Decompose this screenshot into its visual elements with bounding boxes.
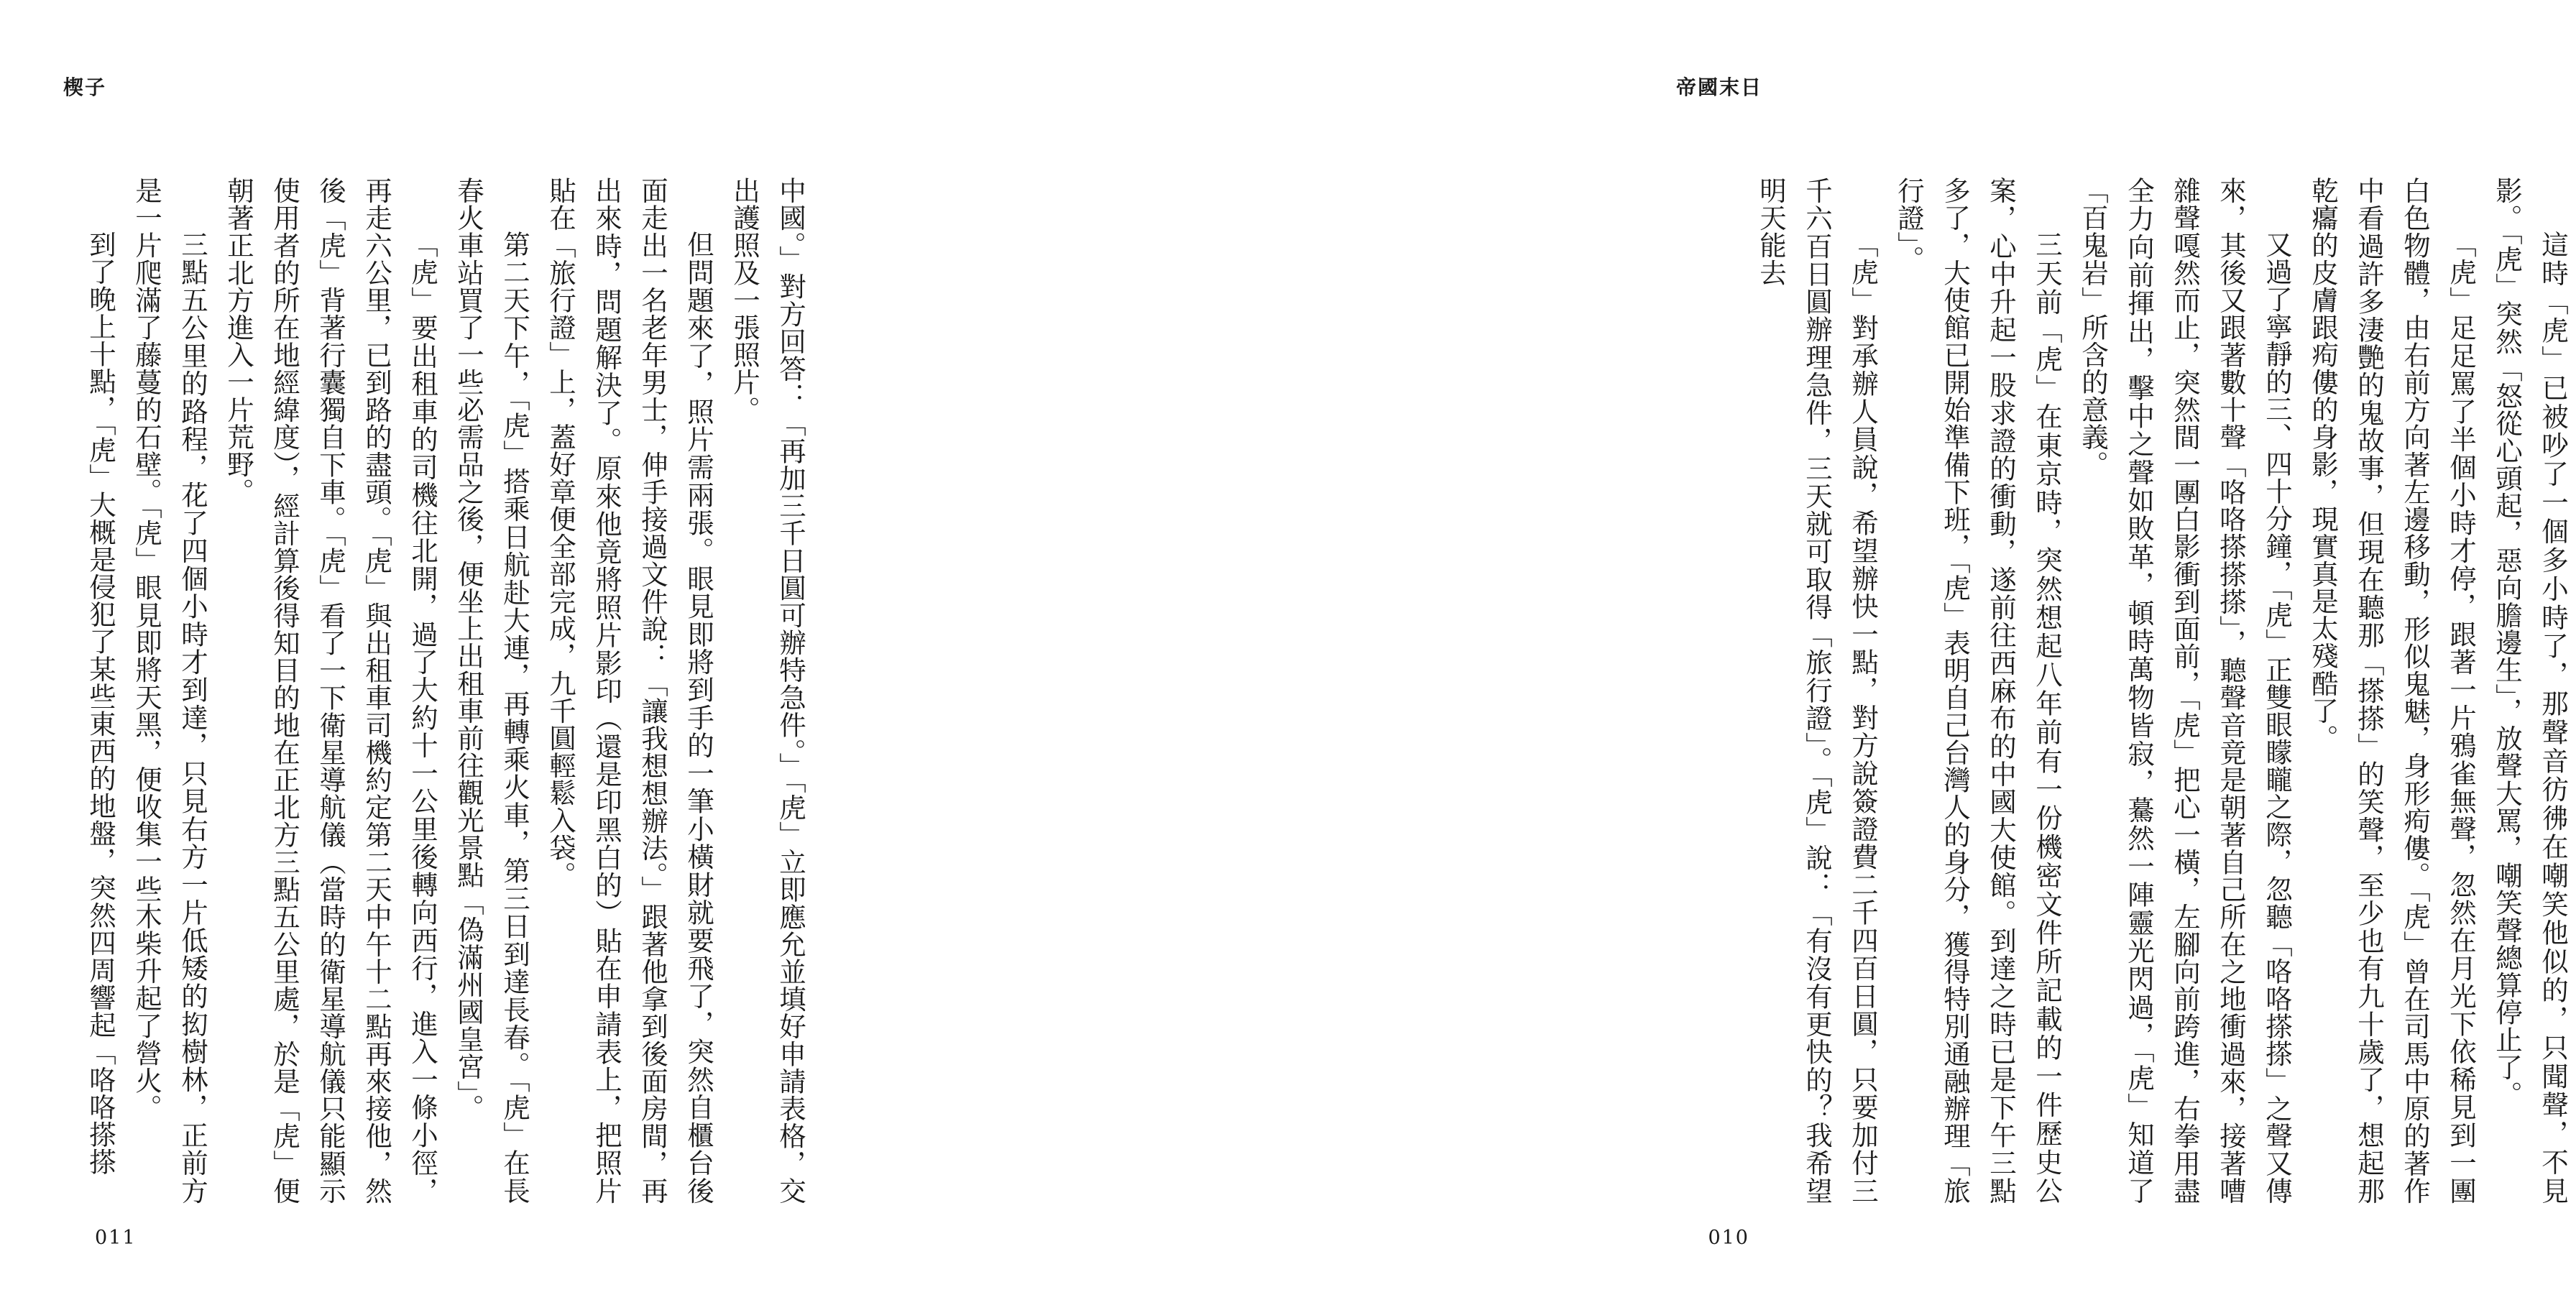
left-page [0,0,920,1305]
paragraph: 中國。」對方回答：「再加三千日圓可辦特急件。」「虎」立即應允並填好申請表格，交出護照及一張照片。 [729,177,806,1204]
paragraph: 「虎」要出租車的司機往北開，過了大約十一公里後轉向西行，進入一條小徑，再走六公里，已到路的盡頭。「虎」與出租車司機約定第二天中午十二點再來接他，然後「虎」背著行囊獨自下車。「虎」看了一下衛星導航儀（當時的衛星導航儀只能顯示使用者的所在地經緯度），經計算後得知目的地在正北方三點五公里處，於是「虎」便朝著正北方進入一片荒野。 [223,177,438,1204]
running-head: 楔子 [63,75,107,99]
paragraph: 「虎」足足罵了半個小時才停，跟著一片鴉雀無聲，忽然在月光下依稀見到一團白色物體，由右前方向著左邊移動，形似鬼魅，身形痀僂。「虎」曾在司馬中原的著作中看過許多淒艷的鬼故事，但現在聽那「搽搽」的笑聲，至少也有九十歲了，想起那乾癟的皮膚跟痀僂的身影，現實真是太殘酷了。 [2307,177,2477,1204]
right-page [920,0,2569,1305]
body-text [85,177,814,1204]
paragraph: 「虎」對承辦人員說，希望辦快一點，對方說簽證費二千四百日圓，只要加付三千六百日圓辦理急件，三天就可取得「旅行證」。「虎」說：「有沒有更快的？我希望明天能去 [1755,177,1879,1204]
paragraph: 又過了寧靜的三、四十分鐘，「虎」正雙眼矇矓之際，忽聽「咯咯搽搽」之聲又傳來，其後又跟著數十聲「咯咯搽搽搽」，聽聲音竟是朝著自己所在之地衝過來，接著嘈雜聲嘎然而止，突然間一團白影衝到面前，「虎」把心一橫，左腳向前跨進，右拳用盡全力向前揮出，擊中之聲如敗革，頓時萬物皆寂，驀然一陣靈光閃過，「虎」知道了「百鬼岩」所含的意義。 [2077,177,2293,1204]
paragraph: 到了晚上十點，「虎」大概是侵犯了某些東西的地盤，突然四周響起「咯咯搽搽 [85,231,116,1176]
paragraph: 但問題來了，照片需兩張。眼見即將到手的一筆小橫財就要飛了，突然自櫃台後面走出一名老年男士，伸手接過文件說：「讓我想想辦法。」跟著他拿到後面房間，再出來時，問題解決了。原來他竟將照片影印（還是印黑白的）貼在申請表上，把照片貼在「旅行證」上，蓋好章便全部完成，九千圓輕鬆入袋。 [545,177,714,1204]
page-number: 011 [95,1227,137,1249]
paragraph: 三點五公里的路程，花了四個小時才到達，只見右方一片低矮的抝樹林，正前方是一片爬滿了藤蔓的石壁。「虎」眼見即將天黑，便收集一些木柴升起了營火。 [131,177,208,1204]
body-text [1755,177,2576,1204]
paragraph: 三天前「虎」在東京時，突然想起八年前有一份機密文件所記載的一件歷史公案，心中升起一股求證的衝動，遂前往西麻布的中國大使館。到達之時已是下午三點多了，大使館已開始準備下班，「虎」表明自己台灣人的身分，獲得特別通融辦理「旅行證」。 [1893,177,2063,1204]
paragraph: 第二天下午，「虎」搭乘日航赴大連，再轉乘火車，第三日到達長春。「虎」在長春火車站買了一些必需品之後，便坐上出租車前往觀光景點「偽滿州國皇宮」。 [453,177,530,1204]
paragraph: 這時「虎」已被吵了一個多小時了，那聲音彷彿在嘲笑他似的，只聞聲，不見影。「虎」突然「怒從心頭起，惡向膽邊生」，放聲大罵，嘲笑聲總算停止了。 [2491,177,2569,1204]
page-number: 010 [1708,1227,1749,1249]
running-head: 帝國末日 [1675,75,1762,99]
